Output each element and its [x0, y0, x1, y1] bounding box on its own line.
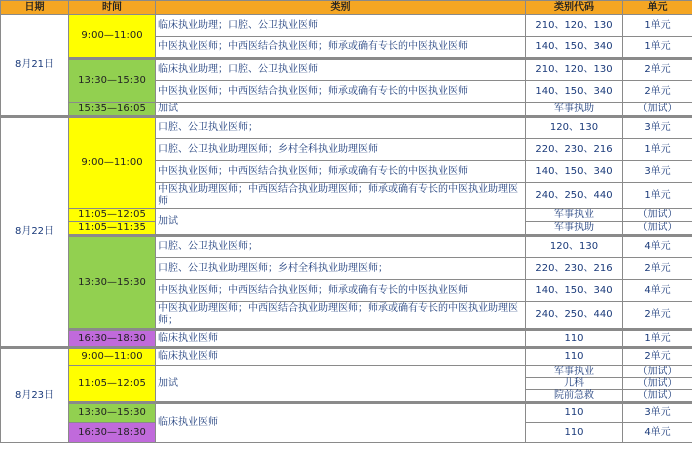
unit-cell: 4单元	[623, 423, 692, 443]
code-cell: 140、150、340	[526, 37, 623, 59]
category-cell: 临床执业医师	[156, 403, 526, 443]
category-cell: 加试	[156, 366, 526, 403]
time-cell: 11:05—12:05	[69, 366, 156, 403]
category-cell: 中医执业医师；中西医结合执业医师；师承或确有专长的中医执业医师	[156, 280, 526, 302]
category-cell: 口腔、公卫执业助理医师；乡村全科执业助理医师；	[156, 258, 526, 280]
table-row	[1, 59, 692, 81]
unit-cell	[623, 366, 692, 403]
unit-cell: 2单元	[623, 258, 692, 280]
unit-line: （加试）	[623, 378, 692, 390]
time-cell: 16:30—18:30	[69, 330, 156, 348]
table-row	[1, 236, 692, 258]
header-time: 时间	[69, 1, 156, 15]
unit-cell: （加试）	[623, 103, 692, 117]
unit-cell: 2单元	[623, 302, 692, 330]
unit-cell: 1单元	[623, 330, 692, 348]
time-cell: 9:00—11:00	[69, 117, 156, 209]
date-cell: 8月23日	[1, 348, 69, 443]
time-cell: 15:35—16:05	[69, 103, 156, 117]
category-cell: 中医执业助理医师；中西医结合执业助理医师；师承或确有专长的中医执业助理医师	[156, 183, 526, 209]
category-cell: 临床执业医师	[156, 330, 526, 348]
code-cell: 220、230、216	[526, 139, 623, 161]
unit-cell: 2单元	[623, 81, 692, 103]
category-cell: 口腔、公卫执业医师；	[156, 117, 526, 139]
unit-cell: 3单元	[623, 117, 692, 139]
unit-cell: 1单元	[623, 37, 692, 59]
time-cell: 11:05—11:35	[69, 222, 156, 236]
header-row	[1, 1, 692, 15]
category-cell: 中医执业助理医师；中西医结合执业助理医师；师承或确有专长的中医执业助理医师；	[156, 302, 526, 330]
unit-cell: 1单元	[623, 183, 692, 209]
unit-cell: 4单元	[623, 236, 692, 258]
unit-cell: 3单元	[623, 161, 692, 183]
table-row	[1, 103, 692, 117]
code-cell: 军事执助	[526, 103, 623, 117]
code-cell: 110	[526, 348, 623, 366]
header-unit: 单元	[623, 1, 692, 15]
category-cell: 中医执业医师；中西医结合执业医师；师承或确有专长的中医执业医师	[156, 37, 526, 59]
category-cell: 临床执业助理；口腔、公卫执业医师	[156, 15, 526, 37]
code-cell: 120、130	[526, 117, 623, 139]
code-cell: 110	[526, 423, 623, 443]
code-cell: 240、250、440	[526, 302, 623, 330]
category-cell: 加试	[156, 209, 526, 236]
table-row	[1, 348, 692, 366]
unit-line: （加试）	[623, 366, 692, 378]
category-cell: 口腔、公卫执业助理医师；乡村全科执业助理医师	[156, 139, 526, 161]
table-row	[1, 366, 692, 403]
code-cell: 120、130	[526, 236, 623, 258]
code-line: 院前急救	[554, 390, 594, 401]
code-cell: 210、120、130	[526, 15, 623, 37]
unit-cell: 4单元	[623, 280, 692, 302]
code-cell: 军事执业	[526, 209, 623, 222]
code-cell: 140、150、340	[526, 161, 623, 183]
code-cell: 210、120、130	[526, 59, 623, 81]
date-cell: 8月21日	[1, 15, 69, 117]
code-cell: 军事执助	[526, 222, 623, 236]
code-cell: 140、150、340	[526, 81, 623, 103]
code-cell: 110	[526, 403, 623, 423]
code-line: 儿科	[526, 378, 622, 390]
time-cell: 9:00—11:00	[69, 15, 156, 59]
category-cell: 临床执业医师	[156, 348, 526, 366]
code-line: 军事执业	[526, 366, 622, 378]
code-cell: 140、150、340	[526, 280, 623, 302]
time-cell: 13:30—15:30	[69, 59, 156, 103]
category-cell: 中医执业医师；中西医结合执业医师；师承或确有专长的中医执业医师	[156, 81, 526, 103]
unit-cell: 1单元	[623, 139, 692, 161]
header-date: 日期	[1, 1, 69, 15]
category-cell: 临床执业助理；口腔、公卫执业医师	[156, 59, 526, 81]
code-cell: 110	[526, 330, 623, 348]
category-cell: 加试	[156, 103, 526, 117]
code-cell	[526, 366, 623, 403]
table-row	[1, 330, 692, 348]
header-code: 类别代码	[526, 1, 623, 15]
date-cell: 8月22日	[1, 117, 69, 348]
unit-cell: 3单元	[623, 403, 692, 423]
header-category: 类别	[156, 1, 526, 15]
code-cell: 240、250、440	[526, 183, 623, 209]
unit-cell: （加试）	[623, 209, 692, 222]
time-cell: 16:30—18:30	[69, 423, 156, 443]
unit-cell: 2单元	[623, 348, 692, 366]
unit-line: （加试）	[637, 390, 678, 401]
code-cell: 220、230、216	[526, 258, 623, 280]
time-cell: 13:30—15:30	[69, 403, 156, 423]
time-cell: 9:00—11:00	[69, 348, 156, 366]
unit-cell: 2单元	[623, 59, 692, 81]
category-cell: 中医执业医师；中西医结合执业医师；师承或确有专长的中医执业医师	[156, 161, 526, 183]
table-row	[1, 209, 692, 222]
category-cell: 口腔、公卫执业医师；	[156, 236, 526, 258]
table-row	[1, 117, 692, 139]
table-row	[1, 403, 692, 423]
time-cell: 11:05—12:05	[69, 209, 156, 222]
time-cell: 13:30—15:30	[69, 236, 156, 330]
table-row	[1, 15, 692, 37]
unit-cell: （加试）	[623, 222, 692, 236]
unit-cell: 1单元	[623, 15, 692, 37]
